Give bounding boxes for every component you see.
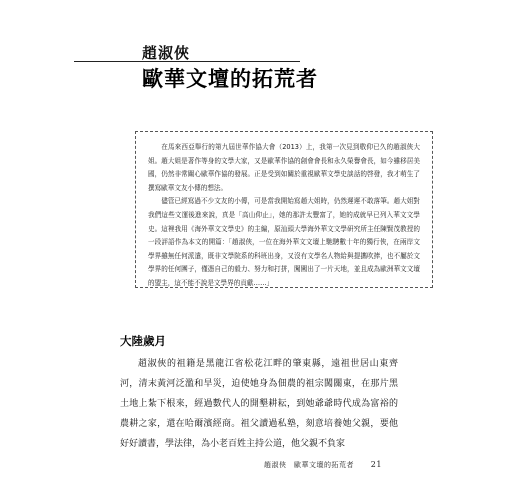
page-footer [264,460,382,470]
abstract-paragraph: 儘管已經寫過不少文友的小傳，可是當我開始寫趙大姐時，仍然遲遲不敢落筆。趙大姐對我們這些文運後進來說，真是「高山仰止」，她的那許太豐富了，她的成就早已列入華文文學史。這裡我用《海外華文文學史》的主編，原汕頭大學海外華文文學研究所主任陳賢茂教授的一段評語作為本文的開篇：「趙淑俠，一位在海外華文文壇上馳騁數十年的獨行俠，在兩岸文學界雖無任何派遣，既非文學院系的科班出身，又沒有文學名人物給與提攜吹捧，也不屬於文學界的任何團子，僅憑自己的毅力、努力和打拼，闖闖出了一片天地，並且成為歐洲華文文壇的盟主，這不能不說是文學界的貢獻……」 [148,197,420,287]
author-name: 趙淑俠 [142,44,191,62]
abstract-box [135,131,433,288]
section-heading: 大陸歲月 [120,334,166,348]
header-rule [74,61,300,62]
page-number: 21 [370,460,382,469]
body-paragraph: 趙淑俠的祖籍是黑龍江省松花江畔的肇東縣，遠祖世居山東齊河，清末黃河泛濫和旱災，迫使她身為佃農的祖宗闖關東，在那片黑土地上紮下根來，經過數代人的開墾耕耘，到她爺爺時代成為富裕的農耕之家，還在哈爾濱經商。祖父讀過私塾，刻意培養她父親，要他好好讀書，學法律，為小老百姓主持公道，他父親不負家 [120,359,398,449]
chapter-title: 歐華文壇的拓荒者 [142,67,318,91]
body-text [120,354,398,454]
abstract-paragraph: 在馬來西亞舉行的第九屆世華作協大會（2013）上，我第一次見到敬仰已久的趙淑俠大姐。趙大姐是著作等身的文學大家，又是歐華作協的創會會長和永久榮譽會長，如今雖移居美國，仍然非常關心歐華作協的發展。正是受到如關於重視歐華文學史談話的啓發，我才萌生了撰寫歐華文友小傳的想法。 [148,143,420,192]
running-head: 趙淑俠 歐華文壇的拓荒者 [264,461,354,469]
